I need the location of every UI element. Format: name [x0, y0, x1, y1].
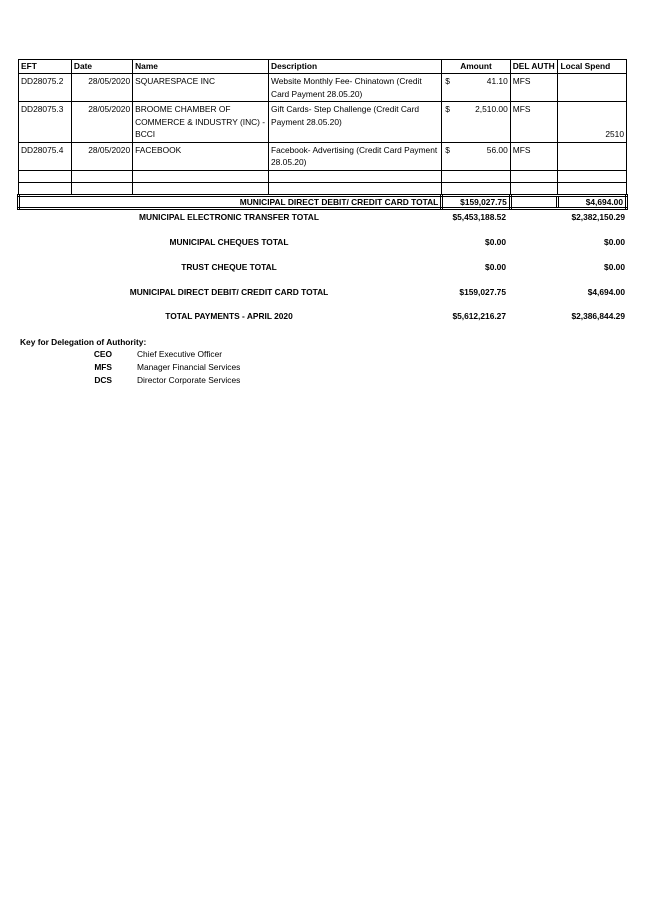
summary-label: MUNICIPAL CHEQUES TOTAL: [169, 237, 289, 247]
cell-del-auth: MFS: [510, 142, 558, 170]
summary-row: [17, 212, 628, 224]
cell-date: 28/05/2020: [71, 102, 132, 143]
summary-local: $2,386,844.29: [571, 311, 625, 321]
header-amount: Amount: [442, 60, 510, 74]
total-label: MUNICIPAL DIRECT DEBIT/ CREDIT CARD TOTAL: [19, 195, 442, 208]
key-description: Chief Executive Officer: [137, 349, 223, 359]
header-description: Description: [269, 60, 442, 74]
cell-eft: DD28075.2: [19, 74, 72, 102]
summary-label: TRUST CHEQUE TOTAL: [181, 262, 277, 272]
summary-amount: $0.00: [485, 262, 506, 272]
summary-amount: $5,612,216.27: [452, 311, 506, 321]
summary-amount: $159,027.75: [459, 287, 506, 297]
cell-eft: DD28075.4: [19, 142, 72, 170]
cell-name: SQUARESPACE INC: [133, 74, 269, 102]
summary-row: [17, 262, 628, 274]
summary-row: [17, 237, 628, 249]
cell-amount: [442, 74, 510, 102]
key-code: CEO: [93, 349, 112, 359]
empty-row: [19, 182, 627, 195]
key-title: Key for Delegation of Authority:: [20, 337, 147, 347]
summary-label: MUNICIPAL ELECTRONIC TRANSFER TOTAL: [139, 212, 319, 222]
key-description: Manager Financial Services: [137, 362, 241, 372]
cell-local-spend: [558, 74, 627, 102]
cell-name: FACEBOOK: [133, 142, 269, 170]
local-spend-value: 2510: [605, 129, 624, 139]
cell-name: BROOME CHAMBER OF COMMERCE & INDUSTRY (INC) - BCCI: [133, 102, 269, 143]
amount-value: 56.00: [486, 144, 508, 155]
cell-description: Gift Cards- Step Challenge (Credit Card Payment 28.05.20): [269, 102, 442, 143]
table-header-row: [19, 60, 627, 74]
summary-label: MUNICIPAL DIRECT DEBIT/ CREDIT CARD TOTAL: [129, 287, 329, 297]
empty-row: [19, 170, 627, 182]
header-date: Date: [71, 60, 132, 74]
cell-date: 28/05/2020: [71, 74, 132, 102]
header-name: Name: [133, 60, 269, 74]
payments-table: [17, 59, 628, 210]
cell-eft: DD28075.3: [19, 102, 72, 143]
key-code: DCS: [94, 375, 112, 385]
total-local-spend: $4,694.00: [558, 195, 627, 208]
cell-description: Facebook- Advertising (Credit Card Payment 28.05.20): [269, 142, 442, 170]
header-local-spend: Local Spend: [558, 60, 627, 74]
total-amount: $159,027.75: [442, 195, 510, 208]
summary-amount: $0.00: [485, 237, 506, 247]
amount-value: 41.10: [486, 76, 508, 86]
cell-date: 28/05/2020: [71, 142, 132, 170]
cell-amount: [442, 102, 510, 143]
summary-local: $4,694.00: [587, 287, 625, 297]
key-description: Director Corporate Services: [137, 375, 241, 385]
table-total-row: [19, 195, 627, 208]
header-del-auth: DEL AUTH: [510, 60, 558, 74]
currency-symbol: $: [445, 144, 450, 155]
table-row: [19, 74, 627, 102]
summary-amount: $5,453,188.52: [452, 212, 506, 222]
summary-row: [17, 311, 628, 323]
summary-local: $2,382,150.29: [571, 212, 625, 222]
cell-del-auth: MFS: [510, 74, 558, 102]
cell-amount: [442, 142, 510, 170]
summary-local: $0.00: [604, 262, 625, 272]
currency-symbol: $: [445, 76, 450, 86]
currency-symbol: $: [445, 104, 450, 114]
table-row: [19, 102, 627, 143]
table-row: [19, 142, 627, 170]
header-eft: EFT: [19, 60, 72, 74]
summary-label: TOTAL PAYMENTS - APRIL 2020: [165, 311, 293, 321]
summary-row: [17, 287, 628, 299]
amount-value: 2,510.00: [475, 104, 508, 114]
cell-del-auth: MFS: [510, 102, 558, 143]
cell-local-spend: [558, 102, 627, 143]
cell-local-spend: [558, 142, 627, 170]
key-code: MFS: [94, 362, 112, 372]
summary-local: $0.00: [604, 237, 625, 247]
cell-description: Website Monthly Fee- Chinatown (Credit Card Payment 28.05.20): [269, 74, 442, 102]
